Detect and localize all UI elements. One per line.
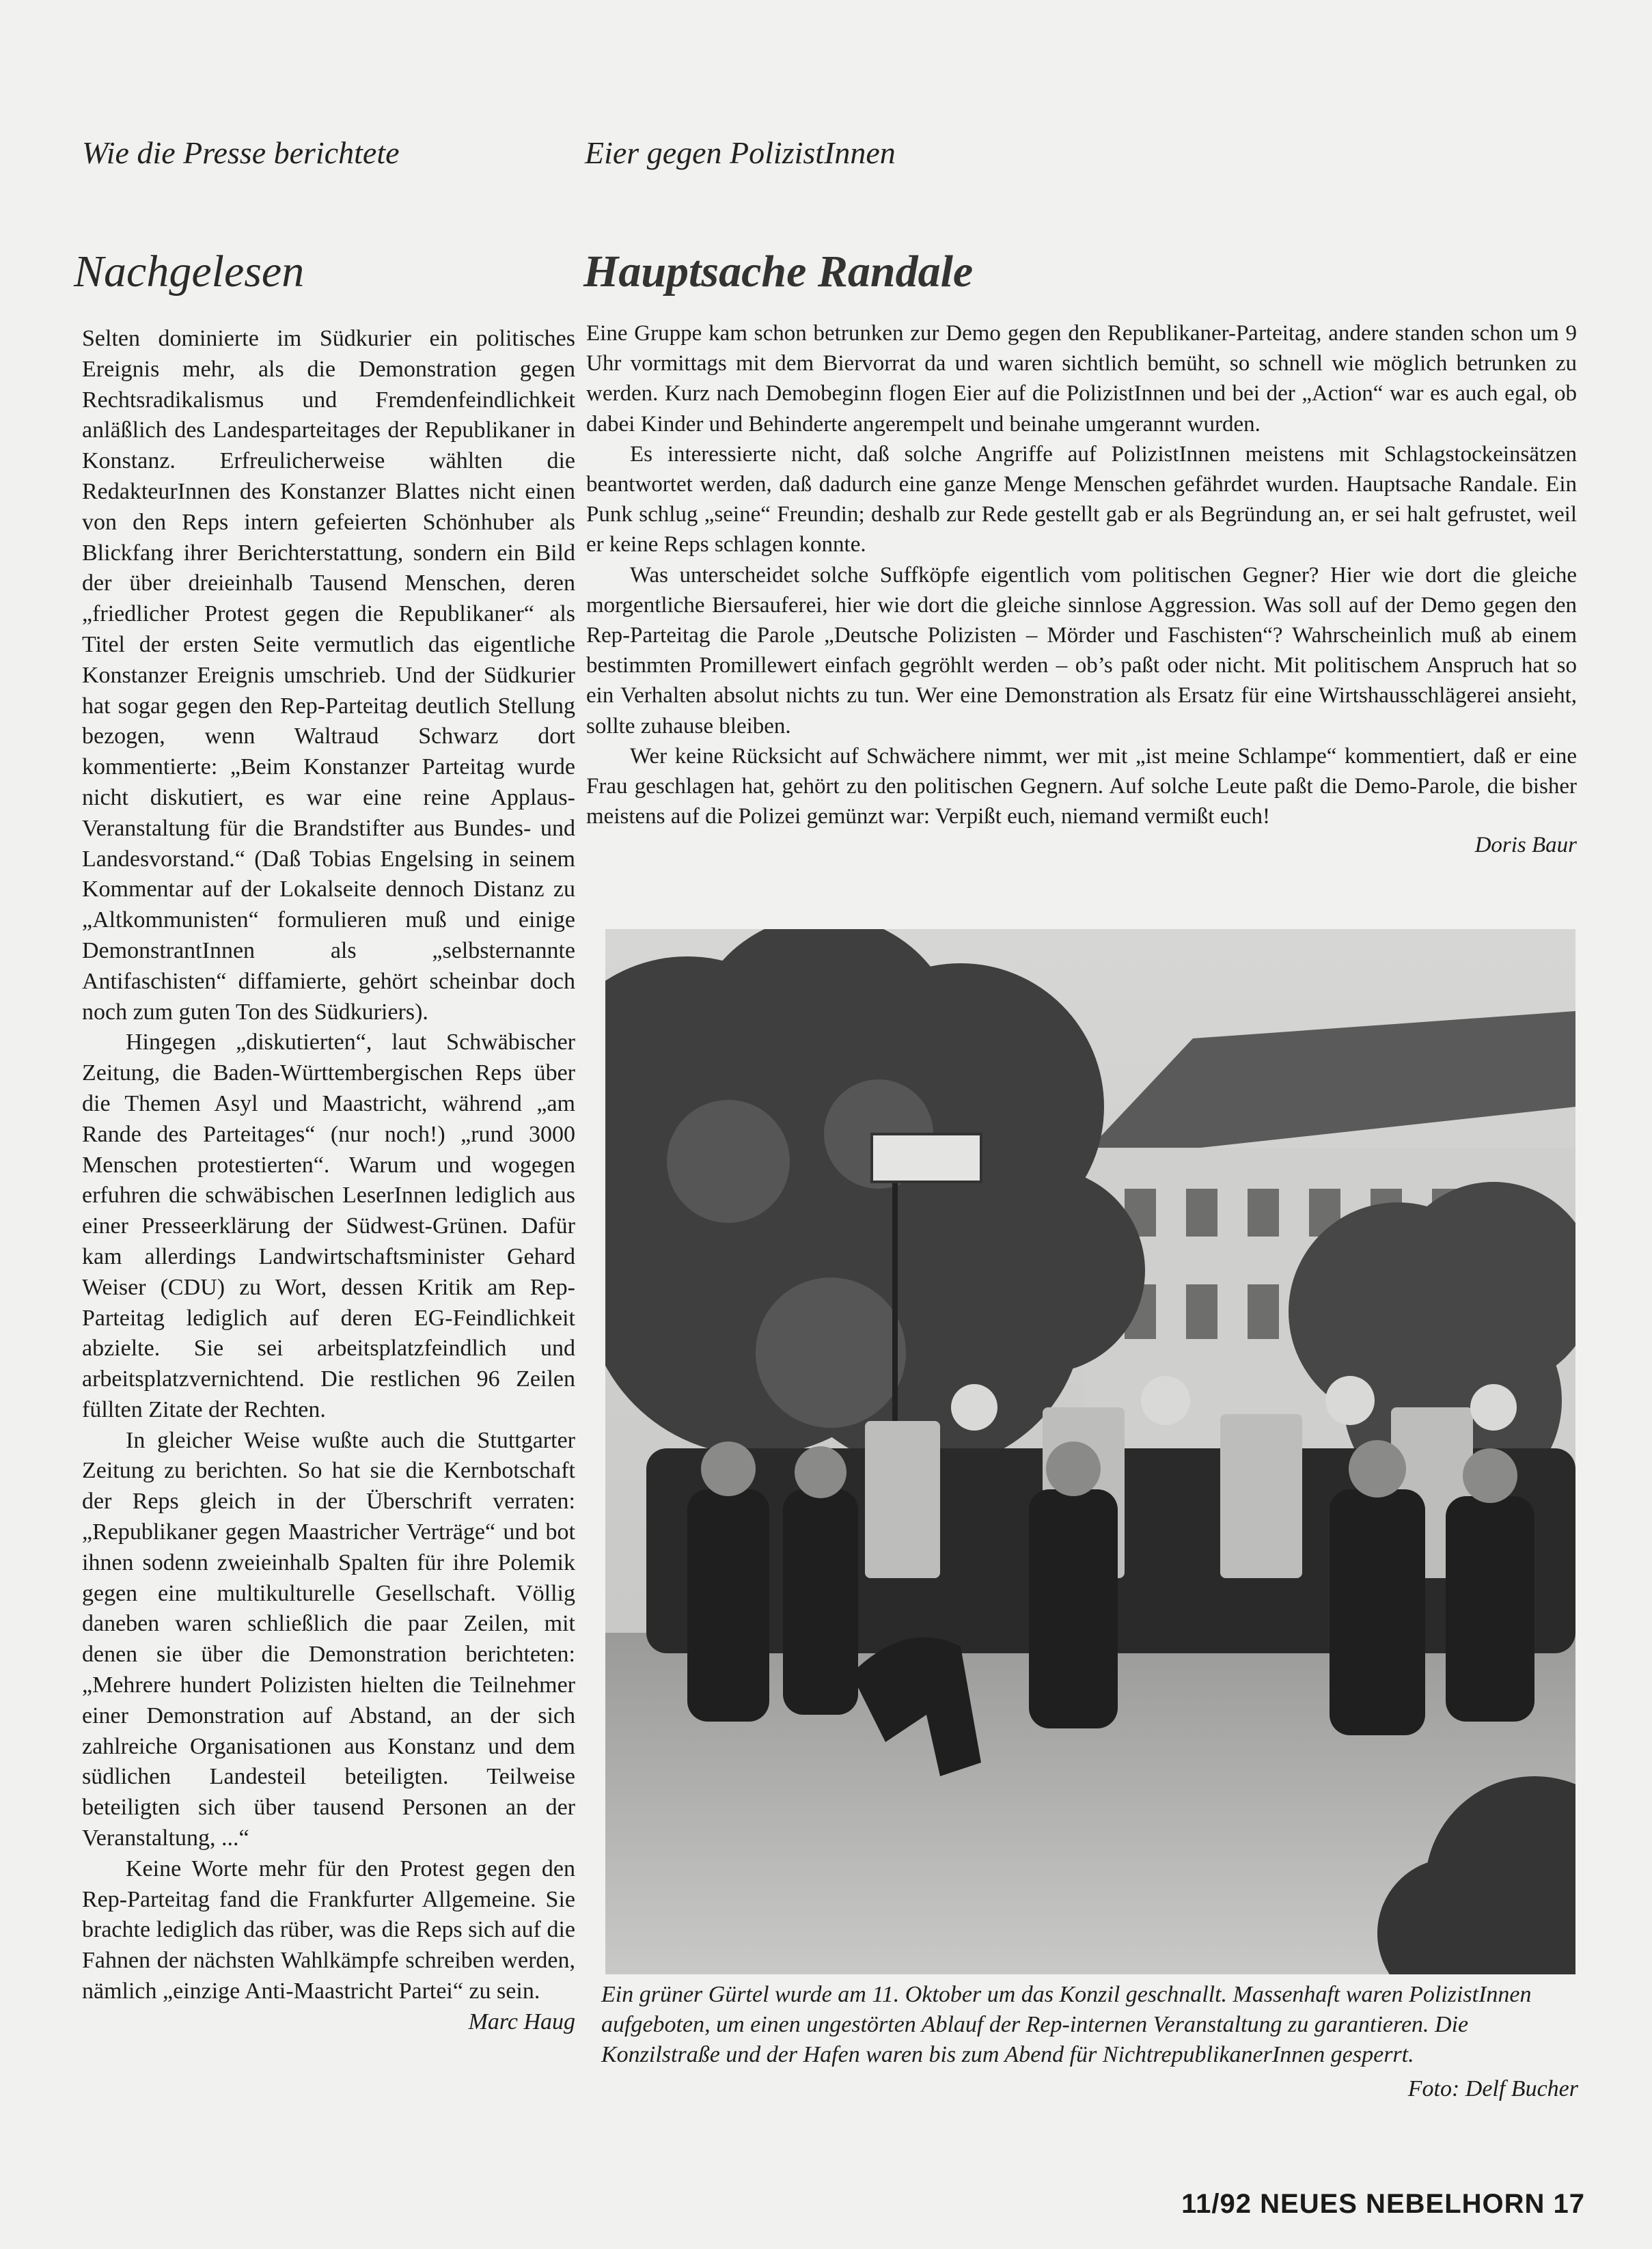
photo-caption-text: Ein grüner Gürtel wurde am 11. Oktober um das Konzil geschnallt. Massenhaft waren PolizistInnen aufgeboten, um einen ungestörten Ablauf der Rep-internen Veranstaltung zu garantieren. Die Konzilstraße und der Hafen waren bis zum Abend für NichtrepublikanerInnen gesperrt. bbox=[601, 1982, 1532, 2067]
right-paragraph-1: Eine Gruppe kam schon betrunken zur Demo gegen den Republikaner-Parteitag, andere standen schon um 9 Uhr vormittags mit dem Biervorrat da und waren sichtlich bemüht, so schnell wie möglich betrunken zu werden. Kurz nach Demobeginn flogen Eier auf die PolizistInnen und bei der „Action“ war es auch egal, ob dabei Kinder und Behinderte angerempelt und beinahe umgerannt wurden. bbox=[586, 321, 1577, 437]
left-author: Marc Haug bbox=[468, 2009, 575, 2034]
photo-illustration bbox=[605, 929, 1575, 1974]
left-paragraph-4 bbox=[82, 1854, 575, 2034]
right-article-body bbox=[586, 318, 1577, 861]
right-paragraph-3: Was unterscheidet solche Suffköpfe eigentlich vom politischen Gegner? Hier wie dort die gleiche morgentliche Biersauferei, hier wie dort die gleiche sinnlose Aggression. Was soll auf der Demo gegen den Rep-Parteitag die Parole „Deutsche Polizisten – Mörder und Faschisten“? Wahrscheinlich muß ab einem bestimmten Promillewert einfach gegröhlt werden – ob’s paßt oder nicht. Mit politischem Anspruch hat so ein Verhalten absolut nichts zu tun. Wer eine Demonstration als Ersatz für eine Wirtshausschlägerei ansieht, sollte zuhause bleiben. bbox=[586, 562, 1577, 739]
left-paragraph-4-text: Keine Worte mehr für den Protest gegen den Rep-Parteitag fand die Frankfurter Allgemeine. Sie brachte lediglich das rüber, was die Reps sich auf die Fahnen der nächsten Wahlkämpfe schreiben werden, nämlich „einzige Anti-Maastricht Partei“ zu sein. bbox=[82, 1855, 575, 2004]
right-headline: Hauptsache Randale bbox=[583, 247, 974, 296]
right-paragraph-4: Wer keine Rücksicht auf Schwächere nimmt, wer mit „ist meine Schlampe“ kommentiert, daß er eine Frau geschlagen hat, gehört zu den politischen Gegnern. Auf solche Leute paßt die Demo-Parole, die bisher meistens auf die Polizei gemünzt war: Verpißt euch, niemand vermißt euch! bbox=[586, 743, 1577, 829]
demonstration-photo bbox=[605, 929, 1575, 1974]
left-article-body bbox=[82, 324, 575, 2038]
left-paragraph-2: Hingegen „diskutierten“, laut Schwäbischer Zeitung, die Baden-Württembergischen Reps über die Themen Asyl und Maastricht, während „am Rande des Parteitages“ (nur noch!) „rund 3000 Menschen protestierten“. Warum und wogegen erfuhren die schwäbischen LeserInnen lediglich aus einer Presseerklärung der Südwest-Grünen. Dafür kam allerdings Landwirtschaftsminister Gehard Weiser (CDU) zu Wort, dessen Kritik am Rep-Parteitag lediglich auf deren EG-Feindlichkeit abzielte. Sie sei arbeitsplatzfeindlich und arbeitsplatzvernichtend. Die restlichen 96 Zeilen füllten Zitate der Rechten. bbox=[82, 1030, 575, 1422]
right-author: Doris Baur bbox=[1474, 833, 1577, 858]
left-paragraph-1: Selten dominierte im Südkurier ein politisches Ereignis mehr, als die Demonstration gegen Rechtsradikalismus und Fremdenfeindlichkeit anläßlich des Landesparteitages der Republikaner in Konstanz. Erfreulicherweise wählten die RedakteurInnen des Konstanzer Blattes nicht einen von den Reps intern gefeierten Schönhuber als Blickfang ihrer Berichterstattung, sondern ein Bild der über dreieinhalb Tausend Menschen, deren „friedlicher Protest gegen die Republikaner“ als Titel der ersten Seite vermutlich das eigentliche Konstanzer Ereignis umschrieb. Und der Südkurier hat sogar gegen den Rep-Parteitag deutlich Stellung bezogen, wenn Waltraud Schwarz dort kommentierte: „Beim Konstanzer Parteitag wurde nicht diskutiert, es war eine reine Applaus-Veranstaltung für die Brandstifter aus Bundes- und Landesvorstand.“ (Daß Tobias Engelsing in seinem Kommentar auf der Lokalseite dennoch Distanz zu „Altkommunisten“ formulieren muß und einige DemonstrantInnen als „selbsternannte Antifaschisten“ diffamierte, gehört scheinbar doch noch zum guten Ton des Südkuriers). bbox=[82, 326, 575, 1025]
left-headline: Nachgelesen bbox=[74, 247, 305, 296]
right-kicker: Eier gegen PolizistInnen bbox=[585, 135, 896, 170]
left-kicker: Wie die Presse berichtete bbox=[82, 135, 400, 170]
photo-caption bbox=[601, 1980, 1578, 2070]
left-paragraph-3: In gleicher Weise wußte auch die Stuttgarter Zeitung zu berichten. So hat sie die Kernbotschaft der Reps gleich in der Überschrift verraten:„Republikaner gegen Maastricher Verträge“ und bot ihnen sodenn zweieinhalb Spalten für ihre Polemik gegen eine multikulturelle Gesellschaft. Völlig daneben waren schließlich die paar Zeilen, mit denen sie über die Demonstration berichteten:„Mehrere hundert Polizisten hielten die Teilnehmer einer Demonstration auf Abstand, an der sich zahlreiche Organisationen aus Konstanz und dem südlichen Landesteil beteiligten. Teilweise beteiligten sich über tausend Personen an der Veranstaltung, ...“ bbox=[82, 1427, 575, 1851]
right-paragraph-2: Es interessierte nicht, daß solche Angriffe auf PolizistInnen meistens mit Schlagstockeinsätzen beantwortet werden, daß dadurch eine ganze Menge Menschen gefährdet wurden. Hauptsache Randale. Ein Punk schlug „seine“ Freundin; deshalb zur Rede gestellt gab er als Begründung an, er sei halt gefrustet, weil er keine Reps schlagen konnte. bbox=[586, 441, 1577, 557]
page-folio: 11/92 NEUES NEBELHORN 17 bbox=[1181, 2189, 1585, 2219]
photo-credit: Foto: Delf Bucher bbox=[1407, 2076, 1578, 2101]
